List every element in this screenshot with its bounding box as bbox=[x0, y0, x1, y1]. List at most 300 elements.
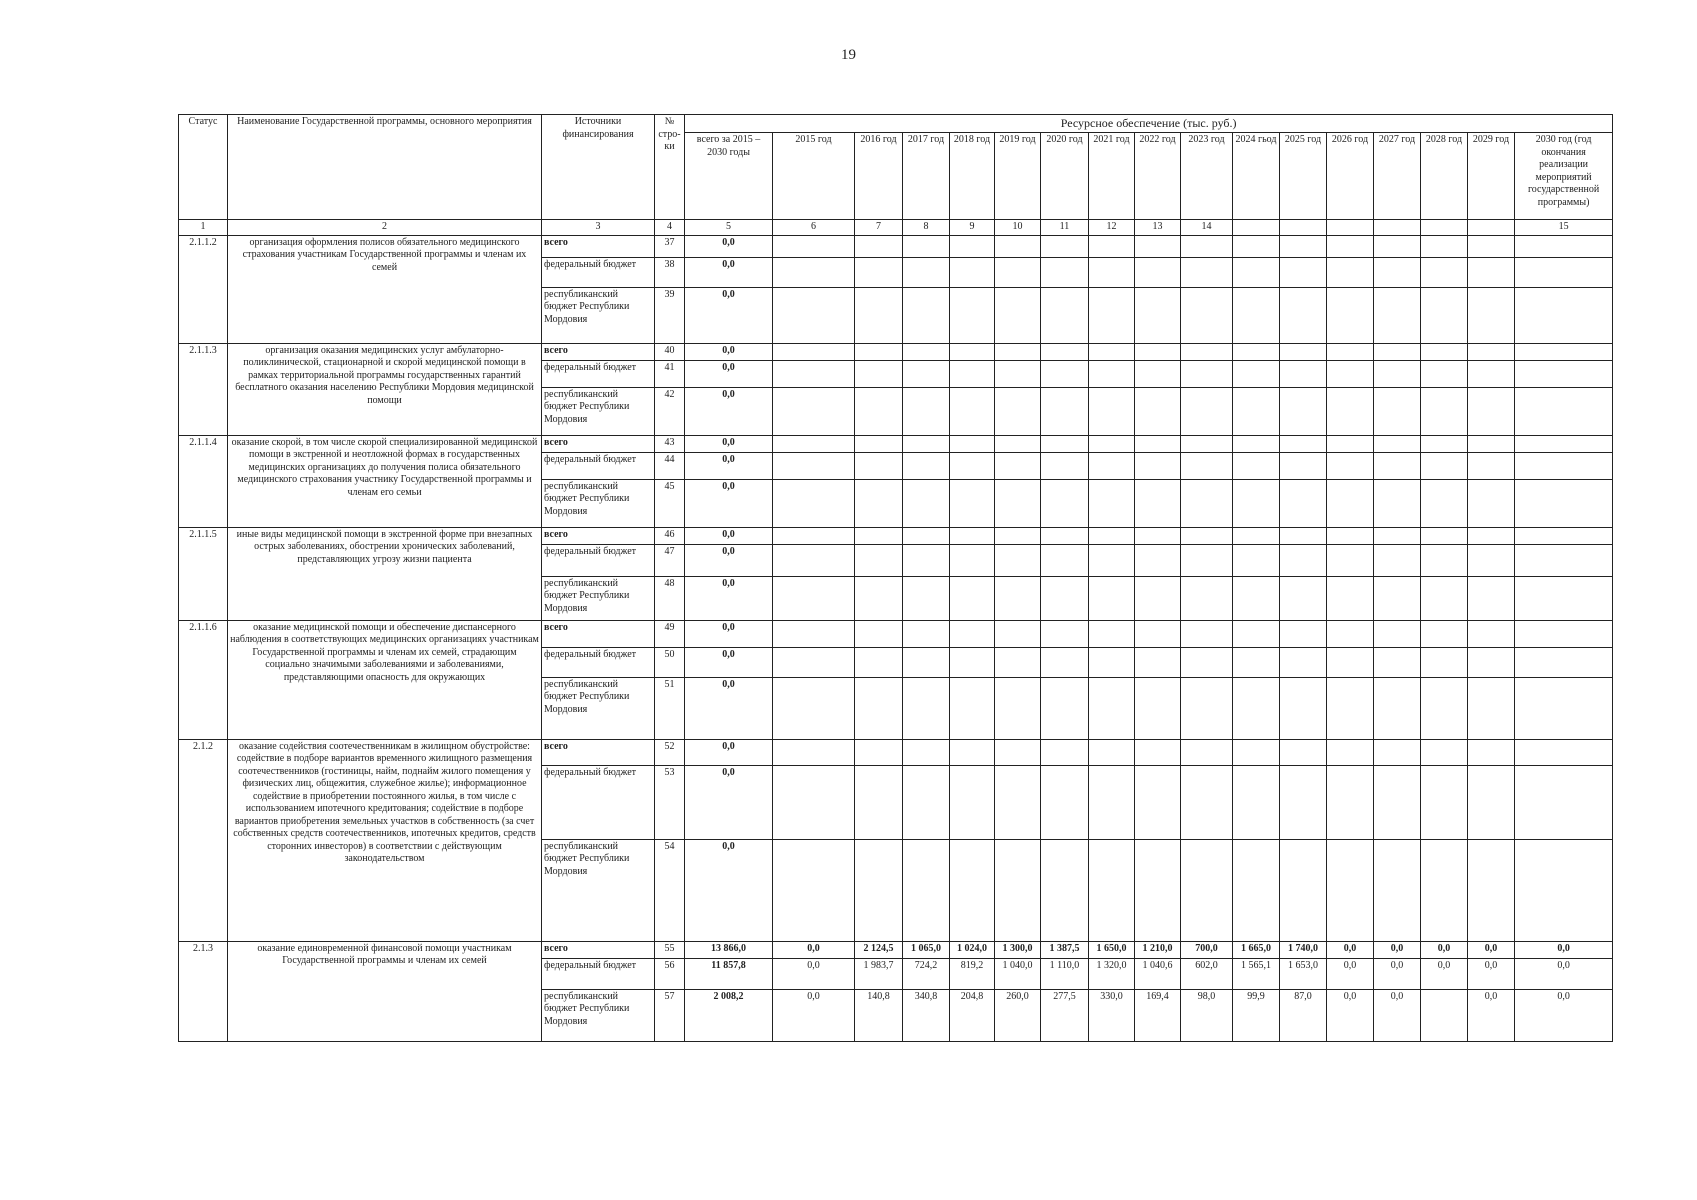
total-value-cell: 0,0 bbox=[685, 620, 773, 647]
row-number-cell: 47 bbox=[655, 544, 685, 576]
header-column-number bbox=[1233, 220, 1280, 236]
row-number-cell: 54 bbox=[655, 839, 685, 941]
total-value-cell: 0,0 bbox=[685, 544, 773, 576]
year-value-cell bbox=[950, 287, 995, 343]
year-value-cell bbox=[1233, 765, 1280, 839]
year-value-cell: 0,0 bbox=[1374, 989, 1421, 1041]
year-value-cell bbox=[773, 343, 855, 360]
year-value-cell bbox=[995, 435, 1041, 452]
funding-source-cell: всего bbox=[542, 941, 655, 958]
year-value-cell bbox=[1515, 435, 1613, 452]
year-value-cell bbox=[995, 479, 1041, 527]
year-value-cell bbox=[1041, 739, 1089, 765]
row-number-cell: 55 bbox=[655, 941, 685, 958]
row-number-cell: 37 bbox=[655, 235, 685, 257]
year-value-cell bbox=[1041, 435, 1089, 452]
year-value-cell bbox=[1374, 765, 1421, 839]
year-value-cell: 700,0 bbox=[1181, 941, 1233, 958]
year-value-cell bbox=[1089, 647, 1135, 677]
total-value-cell: 2 008,2 bbox=[685, 989, 773, 1041]
year-value-cell bbox=[903, 620, 950, 647]
activity-name-cell: организация оказания медицинских услуг амбулаторно-поликлинической, стационарной и скорой медицинской помощи в рамках территориальной программы государственных гарантий бесплатного оказания населению Республики Мордовия медицинской помощи bbox=[228, 343, 542, 435]
year-value-cell bbox=[950, 544, 995, 576]
year-value-cell bbox=[950, 387, 995, 435]
year-value-cell bbox=[1374, 452, 1421, 479]
year-value-cell bbox=[855, 839, 903, 941]
year-value-cell: 602,0 bbox=[1181, 958, 1233, 989]
year-value-cell bbox=[995, 647, 1041, 677]
year-value-cell bbox=[903, 343, 950, 360]
status-cell: 2.1.1.6 bbox=[179, 620, 228, 739]
year-value-cell bbox=[1233, 479, 1280, 527]
year-value-cell bbox=[1089, 257, 1135, 287]
funding-source-cell: федеральный бюджет bbox=[542, 958, 655, 989]
year-value-cell bbox=[1374, 479, 1421, 527]
funding-source-cell: республиканский бюджет Республики Мордовия bbox=[542, 677, 655, 739]
year-value-cell bbox=[1233, 620, 1280, 647]
table-row bbox=[179, 739, 1613, 765]
header-column-number: 5 bbox=[685, 220, 773, 236]
year-value-cell: 0,0 bbox=[773, 941, 855, 958]
year-value-cell bbox=[773, 287, 855, 343]
year-value-cell bbox=[1280, 677, 1327, 739]
header-column-number: 10 bbox=[995, 220, 1041, 236]
year-value-cell bbox=[1374, 544, 1421, 576]
status-cell: 2.1.1.4 bbox=[179, 435, 228, 527]
year-value-cell bbox=[1374, 677, 1421, 739]
year-value-cell bbox=[903, 527, 950, 544]
year-value-cell bbox=[773, 387, 855, 435]
status-cell: 2.1.2 bbox=[179, 739, 228, 941]
year-value-cell bbox=[1089, 544, 1135, 576]
row-number-cell: 51 bbox=[655, 677, 685, 739]
year-value-cell bbox=[995, 765, 1041, 839]
year-value-cell bbox=[1468, 287, 1515, 343]
year-value-cell bbox=[1135, 765, 1181, 839]
year-value-cell bbox=[1327, 839, 1374, 941]
year-value-cell bbox=[773, 235, 855, 257]
year-value-cell bbox=[773, 647, 855, 677]
header-year: всего за 2015 – 2030 годы bbox=[685, 133, 773, 220]
year-value-cell bbox=[903, 677, 950, 739]
row-number-cell: 40 bbox=[655, 343, 685, 360]
year-value-cell bbox=[1468, 620, 1515, 647]
year-value-cell bbox=[1041, 235, 1089, 257]
funding-source-cell: республиканский бюджет Республики Мордовия bbox=[542, 387, 655, 435]
year-value-cell bbox=[1280, 479, 1327, 527]
year-value-cell bbox=[1327, 343, 1374, 360]
year-value-cell: 0,0 bbox=[1327, 989, 1374, 1041]
year-value-cell bbox=[1089, 287, 1135, 343]
funding-source-cell: федеральный бюджет bbox=[542, 452, 655, 479]
header-year: 2027 год bbox=[1374, 133, 1421, 220]
year-value-cell bbox=[855, 287, 903, 343]
funding-source-cell: всего bbox=[542, 739, 655, 765]
year-value-cell bbox=[1181, 435, 1233, 452]
year-value-cell: 1 565,1 bbox=[1233, 958, 1280, 989]
year-value-cell bbox=[1327, 544, 1374, 576]
funding-source-cell: всего bbox=[542, 527, 655, 544]
year-value-cell: 1 065,0 bbox=[903, 941, 950, 958]
year-value-cell bbox=[1041, 479, 1089, 527]
year-value-cell bbox=[1421, 677, 1468, 739]
year-value-cell bbox=[1327, 479, 1374, 527]
activity-name-cell: организация оформления полисов обязательного медицинского страхования участникам Государственной программы и членам их семей bbox=[228, 235, 542, 343]
year-value-cell bbox=[1327, 452, 1374, 479]
year-value-cell bbox=[1280, 527, 1327, 544]
year-value-cell bbox=[1280, 360, 1327, 387]
year-value-cell bbox=[1515, 343, 1613, 360]
year-value-cell bbox=[1233, 387, 1280, 435]
year-value-cell bbox=[950, 343, 995, 360]
year-value-cell bbox=[1135, 235, 1181, 257]
year-value-cell bbox=[1374, 527, 1421, 544]
year-value-cell bbox=[995, 544, 1041, 576]
total-value-cell: 0,0 bbox=[685, 435, 773, 452]
year-value-cell bbox=[1280, 387, 1327, 435]
year-value-cell bbox=[855, 739, 903, 765]
header-column-number: 7 bbox=[855, 220, 903, 236]
funding-source-cell: федеральный бюджет bbox=[542, 257, 655, 287]
year-value-cell bbox=[1135, 620, 1181, 647]
year-value-cell bbox=[1233, 435, 1280, 452]
year-value-cell bbox=[1327, 527, 1374, 544]
year-value-cell bbox=[903, 257, 950, 287]
total-value-cell: 0,0 bbox=[685, 677, 773, 739]
total-value-cell: 0,0 bbox=[685, 647, 773, 677]
year-value-cell bbox=[1374, 435, 1421, 452]
year-value-cell bbox=[903, 839, 950, 941]
header-year: 2028 год bbox=[1421, 133, 1468, 220]
year-value-cell: 0,0 bbox=[773, 989, 855, 1041]
year-value-cell bbox=[1233, 360, 1280, 387]
funding-source-cell: республиканский бюджет Республики Мордовия bbox=[542, 479, 655, 527]
row-number-cell: 42 bbox=[655, 387, 685, 435]
year-value-cell bbox=[1181, 544, 1233, 576]
activity-name-cell: оказание содействия соотечественникам в жилищном обустройстве: содействие в подборе вариантов временного жилищного размещения соотечественников (гостиницы, найм, поднайм жилого помещения у физических лиц, общежития, служебное жилье); информационное содействие в приобретении постоянного жилья, в том числе с использованием ипотечного кредитования; содействие в подборе вариантов приобретения земельных участков в собственность (за счет собственных средств соотечественников, ипотечных кредитов, средств сторонних инвесторов) в соответствии с действующим законодательством bbox=[228, 739, 542, 941]
header-column-number: 3 bbox=[542, 220, 655, 236]
year-value-cell: 1 210,0 bbox=[1135, 941, 1181, 958]
year-value-cell bbox=[1181, 257, 1233, 287]
year-value-cell bbox=[1468, 257, 1515, 287]
year-value-cell bbox=[1421, 647, 1468, 677]
funding-source-cell: республиканский бюджет Республики Мордовия bbox=[542, 839, 655, 941]
year-value-cell bbox=[995, 527, 1041, 544]
year-value-cell bbox=[995, 343, 1041, 360]
year-value-cell bbox=[773, 360, 855, 387]
year-value-cell bbox=[1421, 839, 1468, 941]
year-value-cell bbox=[855, 343, 903, 360]
year-value-cell bbox=[855, 235, 903, 257]
year-value-cell: 1 653,0 bbox=[1280, 958, 1327, 989]
year-value-cell bbox=[1233, 257, 1280, 287]
year-value-cell: 0,0 bbox=[1468, 941, 1515, 958]
year-value-cell: 819,2 bbox=[950, 958, 995, 989]
year-value-cell bbox=[1135, 387, 1181, 435]
total-value-cell: 0,0 bbox=[685, 527, 773, 544]
year-value-cell: 0,0 bbox=[1515, 989, 1613, 1041]
table-row bbox=[179, 620, 1613, 647]
year-value-cell bbox=[855, 452, 903, 479]
year-value-cell bbox=[1468, 452, 1515, 479]
row-number-cell: 56 bbox=[655, 958, 685, 989]
year-value-cell bbox=[855, 647, 903, 677]
year-value-cell bbox=[1374, 235, 1421, 257]
year-value-cell bbox=[995, 620, 1041, 647]
header-column-number bbox=[1327, 220, 1374, 236]
year-value-cell bbox=[1515, 765, 1613, 839]
year-value-cell bbox=[950, 435, 995, 452]
year-value-cell bbox=[1327, 235, 1374, 257]
year-value-cell bbox=[1374, 620, 1421, 647]
page-number: 19 bbox=[841, 47, 856, 63]
year-value-cell bbox=[903, 479, 950, 527]
year-value-cell: 169,4 bbox=[1135, 989, 1181, 1041]
year-value-cell bbox=[1041, 343, 1089, 360]
year-value-cell bbox=[1421, 739, 1468, 765]
year-value-cell bbox=[1468, 576, 1515, 620]
year-value-cell bbox=[1089, 360, 1135, 387]
year-value-cell bbox=[1135, 360, 1181, 387]
year-value-cell bbox=[1468, 839, 1515, 941]
year-value-cell bbox=[1089, 343, 1135, 360]
year-value-cell bbox=[1233, 527, 1280, 544]
row-number-cell: 53 bbox=[655, 765, 685, 839]
year-value-cell bbox=[1421, 287, 1468, 343]
year-value-cell bbox=[773, 257, 855, 287]
year-value-cell bbox=[1135, 544, 1181, 576]
year-value-cell bbox=[1327, 677, 1374, 739]
header-year: 2021 год bbox=[1089, 133, 1135, 220]
year-value-cell bbox=[1089, 235, 1135, 257]
year-value-cell bbox=[950, 257, 995, 287]
year-value-cell bbox=[1374, 839, 1421, 941]
year-value-cell bbox=[1327, 387, 1374, 435]
year-value-cell bbox=[995, 287, 1041, 343]
year-value-cell bbox=[950, 739, 995, 765]
table-row bbox=[179, 527, 1613, 544]
year-value-cell bbox=[950, 479, 995, 527]
year-value-cell bbox=[1089, 620, 1135, 647]
year-value-cell bbox=[773, 527, 855, 544]
year-value-cell bbox=[1233, 839, 1280, 941]
total-value-cell: 13 866,0 bbox=[685, 941, 773, 958]
year-value-cell bbox=[995, 576, 1041, 620]
year-value-cell: 724,2 bbox=[903, 958, 950, 989]
year-value-cell: 0,0 bbox=[1468, 958, 1515, 989]
year-value-cell bbox=[1181, 235, 1233, 257]
year-value-cell bbox=[1135, 257, 1181, 287]
year-value-cell bbox=[855, 576, 903, 620]
year-value-cell bbox=[995, 452, 1041, 479]
header-column-number: 13 bbox=[1135, 220, 1181, 236]
year-value-cell bbox=[773, 544, 855, 576]
year-value-cell bbox=[1515, 647, 1613, 677]
year-value-cell bbox=[1041, 360, 1089, 387]
year-value-cell bbox=[903, 544, 950, 576]
header-column-number bbox=[1374, 220, 1421, 236]
year-value-cell bbox=[1135, 452, 1181, 479]
year-value-cell: 99,9 bbox=[1233, 989, 1280, 1041]
header-column-number: 8 bbox=[903, 220, 950, 236]
table-row bbox=[179, 343, 1613, 360]
header-column-number: 2 bbox=[228, 220, 542, 236]
year-value-cell bbox=[1089, 479, 1135, 527]
year-value-cell bbox=[1089, 527, 1135, 544]
funding-source-cell: всего bbox=[542, 620, 655, 647]
header-status: Статус bbox=[179, 115, 228, 220]
header-year: 2016 год bbox=[855, 133, 903, 220]
year-value-cell: 140,8 bbox=[855, 989, 903, 1041]
year-value-cell bbox=[1135, 576, 1181, 620]
header-year: 2017 год bbox=[903, 133, 950, 220]
year-value-cell bbox=[1515, 257, 1613, 287]
year-value-cell bbox=[1327, 360, 1374, 387]
row-number-cell: 38 bbox=[655, 257, 685, 287]
year-value-cell bbox=[1280, 620, 1327, 647]
header-year: 2015 год bbox=[773, 133, 855, 220]
year-value-cell: 0,0 bbox=[1515, 941, 1613, 958]
year-value-cell bbox=[1421, 544, 1468, 576]
funding-source-cell: всего bbox=[542, 343, 655, 360]
header-year: 2020 год bbox=[1041, 133, 1089, 220]
header-year: 2019 год bbox=[995, 133, 1041, 220]
year-value-cell bbox=[1089, 677, 1135, 739]
year-value-cell bbox=[995, 257, 1041, 287]
year-value-cell bbox=[1515, 452, 1613, 479]
year-value-cell bbox=[1089, 387, 1135, 435]
year-value-cell bbox=[1468, 765, 1515, 839]
year-value-cell: 0,0 bbox=[773, 958, 855, 989]
year-value-cell: 1 665,0 bbox=[1233, 941, 1280, 958]
row-number-cell: 48 bbox=[655, 576, 685, 620]
year-value-cell bbox=[1374, 647, 1421, 677]
year-value-cell bbox=[1280, 839, 1327, 941]
total-value-cell: 0,0 bbox=[685, 287, 773, 343]
year-value-cell: 330,0 bbox=[1089, 989, 1135, 1041]
year-value-cell bbox=[1280, 235, 1327, 257]
status-cell: 2.1.1.3 bbox=[179, 343, 228, 435]
header-column-number: 14 bbox=[1181, 220, 1233, 236]
header-column-number: 12 bbox=[1089, 220, 1135, 236]
year-value-cell bbox=[1181, 287, 1233, 343]
year-value-cell bbox=[1041, 839, 1089, 941]
year-value-cell bbox=[1181, 387, 1233, 435]
header-name: Наименование Государственной программы, основного мероприятия bbox=[228, 115, 542, 220]
total-value-cell: 0,0 bbox=[685, 387, 773, 435]
year-value-cell: 98,0 bbox=[1181, 989, 1233, 1041]
year-value-cell bbox=[855, 765, 903, 839]
year-value-cell bbox=[1181, 839, 1233, 941]
year-value-cell bbox=[1374, 360, 1421, 387]
year-value-cell: 0,0 bbox=[1421, 941, 1468, 958]
year-value-cell bbox=[1327, 739, 1374, 765]
year-value-cell: 0,0 bbox=[1327, 958, 1374, 989]
year-value-cell: 0,0 bbox=[1374, 941, 1421, 958]
year-value-cell: 0,0 bbox=[1468, 989, 1515, 1041]
year-value-cell: 1 650,0 bbox=[1089, 941, 1135, 958]
year-value-cell bbox=[773, 677, 855, 739]
funding-source-cell: республиканский бюджет Республики Мордовия bbox=[542, 287, 655, 343]
header-column-number: 9 bbox=[950, 220, 995, 236]
table-header bbox=[179, 115, 1613, 236]
year-value-cell bbox=[950, 839, 995, 941]
year-value-cell: 0,0 bbox=[1327, 941, 1374, 958]
header-year: 2025 год bbox=[1280, 133, 1327, 220]
year-value-cell bbox=[1089, 576, 1135, 620]
year-value-cell bbox=[950, 765, 995, 839]
year-value-cell bbox=[903, 765, 950, 839]
year-value-cell bbox=[1135, 647, 1181, 677]
year-value-cell bbox=[995, 839, 1041, 941]
year-value-cell: 0,0 bbox=[1421, 958, 1468, 989]
year-value-cell bbox=[1089, 739, 1135, 765]
year-value-cell bbox=[1515, 235, 1613, 257]
year-value-cell bbox=[1421, 360, 1468, 387]
funding-source-cell: республиканский бюджет Республики Мордовия bbox=[542, 989, 655, 1041]
year-value-cell: 1 300,0 bbox=[995, 941, 1041, 958]
year-value-cell bbox=[1181, 739, 1233, 765]
year-value-cell bbox=[1135, 527, 1181, 544]
funding-source-cell: федеральный бюджет bbox=[542, 544, 655, 576]
year-value-cell bbox=[1041, 287, 1089, 343]
year-value-cell: 1 040,0 bbox=[995, 958, 1041, 989]
year-value-cell bbox=[1421, 765, 1468, 839]
year-value-cell bbox=[1468, 360, 1515, 387]
header-year: 2024 гьод bbox=[1233, 133, 1280, 220]
year-value-cell: 1 040,6 bbox=[1135, 958, 1181, 989]
year-value-cell bbox=[1089, 435, 1135, 452]
year-value-cell bbox=[995, 360, 1041, 387]
year-value-cell bbox=[1515, 576, 1613, 620]
year-value-cell bbox=[1374, 387, 1421, 435]
year-value-cell bbox=[1421, 527, 1468, 544]
year-value-cell: 204,8 bbox=[950, 989, 995, 1041]
year-value-cell bbox=[1327, 647, 1374, 677]
activity-name-cell: оказание медицинской помощи и обеспечение диспансерного наблюдения в соответствующих медицинских организациях участникам Государственной программы и членам их семей, страдающим социально значимыми заболеваниями и заболеваниями, представляющими опасность для окружающих bbox=[228, 620, 542, 739]
header-column-number: 15 bbox=[1515, 220, 1613, 236]
header-column-number bbox=[1468, 220, 1515, 236]
year-value-cell bbox=[1181, 452, 1233, 479]
year-value-cell bbox=[773, 452, 855, 479]
year-value-cell bbox=[1280, 287, 1327, 343]
year-value-cell bbox=[1181, 620, 1233, 647]
year-value-cell bbox=[1089, 765, 1135, 839]
year-value-cell bbox=[995, 677, 1041, 739]
header-year: 2026 год bbox=[1327, 133, 1374, 220]
year-value-cell bbox=[1515, 479, 1613, 527]
year-value-cell bbox=[1515, 544, 1613, 576]
year-value-cell bbox=[1421, 387, 1468, 435]
year-value-cell bbox=[1041, 544, 1089, 576]
year-value-cell bbox=[950, 235, 995, 257]
total-value-cell: 0,0 bbox=[685, 839, 773, 941]
header-sources: Источники финансирования bbox=[542, 115, 655, 220]
year-value-cell bbox=[1468, 677, 1515, 739]
year-value-cell: 1 320,0 bbox=[1089, 958, 1135, 989]
year-value-cell bbox=[1421, 257, 1468, 287]
year-value-cell bbox=[1374, 287, 1421, 343]
year-value-cell bbox=[950, 620, 995, 647]
year-value-cell bbox=[1181, 677, 1233, 739]
year-value-cell: 2 124,5 bbox=[855, 941, 903, 958]
header-year: 2018 год bbox=[950, 133, 995, 220]
year-value-cell bbox=[1327, 765, 1374, 839]
year-value-cell bbox=[1515, 739, 1613, 765]
funding-source-cell: республиканский бюджет Республики Мордовия bbox=[542, 576, 655, 620]
funding-source-cell: федеральный бюджет bbox=[542, 647, 655, 677]
year-value-cell bbox=[1327, 287, 1374, 343]
